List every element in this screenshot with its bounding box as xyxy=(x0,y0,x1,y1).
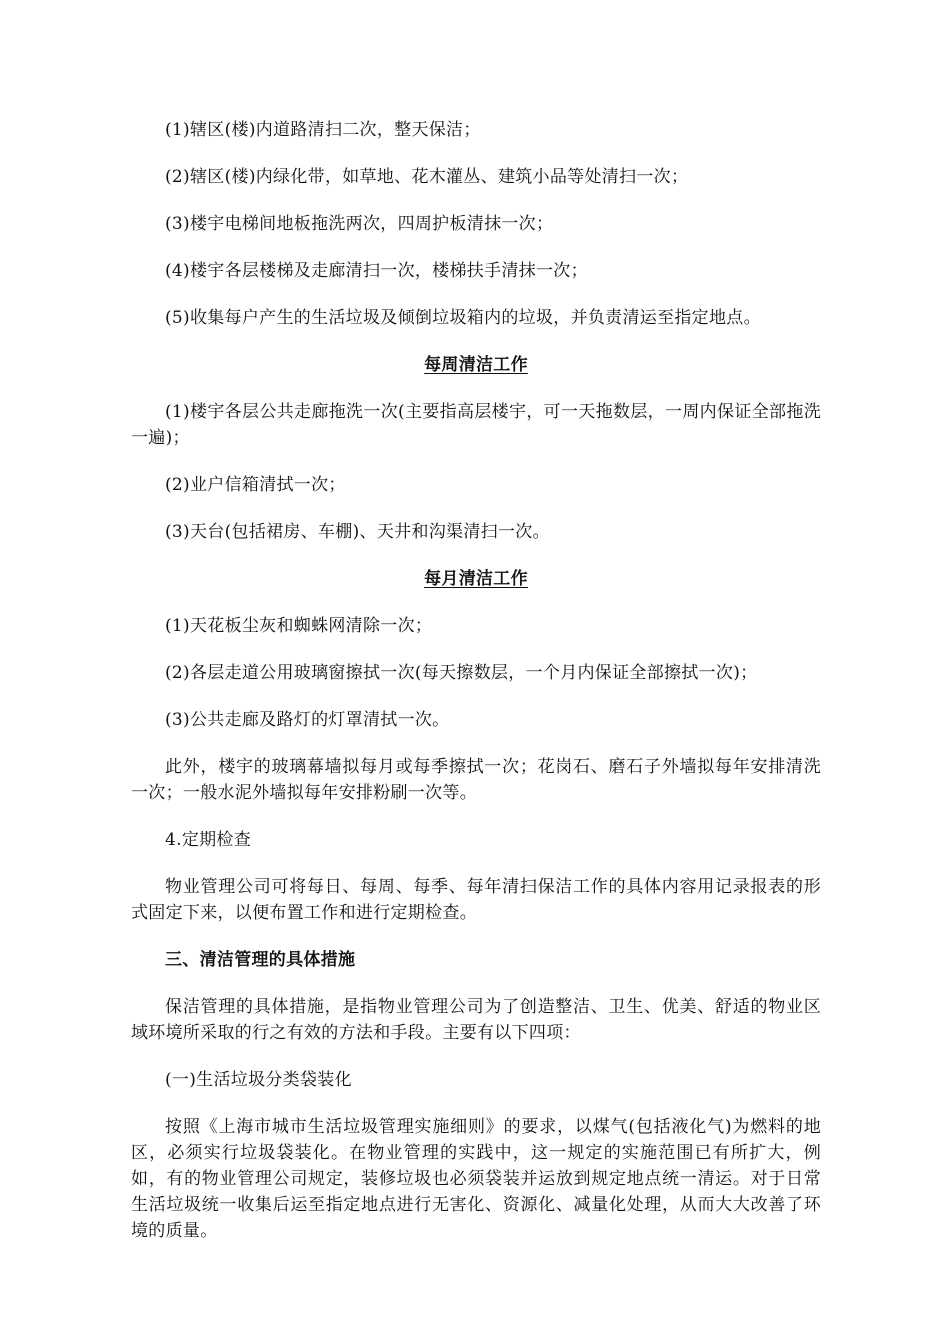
monthly-item-2: (2)各层走道公用玻璃窗擦拭一次(每天擦数层，一个月内保证全部擦拭一次)； xyxy=(165,663,758,683)
daily-item-4: (4)楼宇各层楼梯及走廊清扫一次，楼梯扶手清抹一次； xyxy=(165,261,588,281)
daily-item-1: (1)辖区(楼)内道路清扫二次，整天保洁； xyxy=(165,120,481,140)
monthly-item-1: (1)天花板尘灰和蜘蛛网清除一次； xyxy=(165,616,433,636)
section-3-heading: 三、清洁管理的具体措施 xyxy=(165,950,356,970)
monthly-item-3: (3)公共走廊及路灯的灯罩清拭一次。 xyxy=(165,710,450,730)
document-body xyxy=(131,117,821,1265)
weekly-heading: 每周清洁工作 xyxy=(424,355,528,375)
section-3-intro: 保洁管理的具体措施，是指物业管理公司为了创造整洁、卫生、优美、舒适的物业区域环境所采取的行之有效的方法和手段。主要有以下四项： xyxy=(131,997,821,1043)
weekly-item-1: (1)楼宇各层公共走廊拖洗一次(主要指高层楼宇，可一天拖数层，一周内保证全部拖洗一遍)； xyxy=(131,402,821,448)
monthly-heading: 每月清洁工作 xyxy=(424,569,528,589)
daily-item-5: (5)收集每户产生的生活垃圾及倾倒垃圾箱内的垃圾，并负责清运至指定地点。 xyxy=(165,308,761,328)
subsection-1-heading: (一)生活垃圾分类袋装化 xyxy=(165,1070,352,1090)
inspection-heading: 4.定期检查 xyxy=(165,830,252,850)
additional-paragraph: 此外，楼宇的玻璃幕墙拟每月或每季擦拭一次；花岗石、磨石子外墙拟每年安排清洗一次；一般水泥外墙拟每年安排粉刷一次等。 xyxy=(131,757,821,803)
weekly-item-2: (2)业户信箱清拭一次； xyxy=(165,475,346,495)
inspection-paragraph: 物业管理公司可将每日、每周、每季、每年清扫保洁工作的具体内容用记录报表的形式固定下来，以便布置工作和进行定期检查。 xyxy=(131,877,821,923)
subsection-1-paragraph: 按照《上海市城市生活垃圾管理实施细则》的要求，以煤气(包括液化气)为燃料的地区，必须实行垃圾袋装化。在物业管理的实践中，这一规定的实施范围已有所扩大，例如，有的物业管理公司规定，装修垃圾也必须袋装并运放到规定地点统一清运。对于日常生活垃圾统一收集后运至指定地点进行无害化、资源化、减量化处理，从而大大改善了环境的质量。 xyxy=(131,1117,821,1241)
daily-item-2: (2)辖区(楼)内绿化带，如草地、花木灌丛、建筑小品等处清扫一次； xyxy=(165,167,689,187)
weekly-item-3: (3)天台(包括裙房、车棚)、天井和沟渠清扫一次。 xyxy=(165,522,550,542)
daily-item-3: (3)楼宇电梯间地板拖洗两次，四周护板清抹一次； xyxy=(165,214,554,234)
